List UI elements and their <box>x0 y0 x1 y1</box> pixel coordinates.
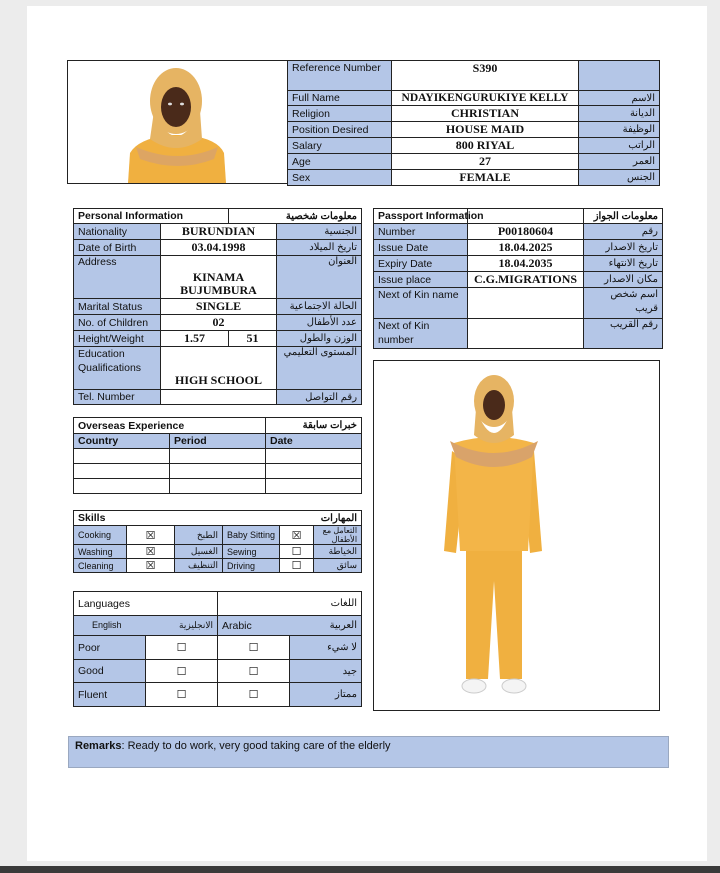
address-line-2: BUJUMBURA <box>180 283 257 297</box>
remarks-label: Remarks <box>75 740 122 752</box>
language-arabic-header <box>218 616 362 636</box>
height-value: 1.57 <box>161 331 229 347</box>
children-label: No. of Children <box>74 315 161 331</box>
full-body-photo <box>374 361 659 710</box>
personal-info-title: Personal Information <box>74 209 229 224</box>
dob-label: Date of Birth <box>74 240 161 256</box>
expiry-date-value: 18.04.2035 <box>468 256 584 272</box>
sex-label: Sex <box>288 170 392 186</box>
english-poor-checkbox[interactable]: ☐ <box>146 636 218 660</box>
languages-title: Languages <box>74 592 218 616</box>
issue-place-value: C.G.MIGRATIONS <box>468 272 584 288</box>
kin-name-value <box>468 288 584 319</box>
skills-title-arabic: المهارات <box>223 511 362 526</box>
kin-number-value <box>468 319 584 349</box>
portrait-photo <box>68 61 287 183</box>
passport-info-table <box>373 208 663 349</box>
english-good-checkbox[interactable]: ☐ <box>146 660 218 683</box>
passport-number-arabic: رقم <box>584 224 663 240</box>
taskbar-strip <box>0 866 720 873</box>
personal-info-table <box>73 208 362 405</box>
header-info-table <box>287 60 660 186</box>
kin-number-label: Next of Kin number <box>374 319 468 349</box>
dob-arabic: تاريخ الميلاد <box>277 240 362 256</box>
language-level-poor: Poor <box>74 636 146 660</box>
skills-title: Skills <box>74 511 223 526</box>
passport-number-value: P00180604 <box>468 224 584 240</box>
arabic-good-checkbox[interactable]: ☐ <box>218 660 290 683</box>
skill-washing-checkbox[interactable]: ☒ <box>127 545 175 559</box>
expiry-date-arabic: تاريخ الانتهاء <box>584 256 663 272</box>
nationality-label: Nationality <box>74 224 161 240</box>
portrait-photo-frame <box>67 60 288 184</box>
height-weight-label: Height/Weight <box>74 331 161 347</box>
nationality-arabic: الجنسية <box>277 224 362 240</box>
full-name-arabic: الاسم <box>579 91 660 106</box>
weight-value: 51 <box>229 331 277 347</box>
language-level-good: Good <box>74 660 146 683</box>
skill-driving-label: Driving <box>223 559 280 573</box>
overseas-col-date: Date <box>266 434 362 449</box>
nationality-value: BURUNDIAN <box>161 224 277 240</box>
overseas-row <box>74 479 362 494</box>
position-desired-value: HOUSE MAID <box>392 122 579 138</box>
address-label: Address <box>74 256 161 299</box>
age-arabic: العمر <box>579 154 660 170</box>
full-body-photo-frame <box>373 360 660 711</box>
language-english-label: English <box>92 620 122 630</box>
height-weight-arabic: الوزن والطول <box>277 331 362 347</box>
salary-label: Salary <box>288 138 392 154</box>
skill-baby-sitting-label: Baby Sitting <box>223 526 280 545</box>
issue-date-label: Issue Date <box>374 240 468 256</box>
education-value: HIGH SCHOOL <box>161 347 277 390</box>
english-fluent-checkbox[interactable]: ☐ <box>146 683 218 707</box>
skill-driving-checkbox[interactable]: ☐ <box>280 559 314 573</box>
issue-date-value: 18.04.2025 <box>468 240 584 256</box>
salary-value: 800 RIYAL <box>392 138 579 154</box>
reference-number-value: S390 <box>392 61 579 91</box>
position-desired-label: Position Desired <box>288 122 392 138</box>
skill-baby-sitting-checkbox[interactable]: ☒ <box>280 526 314 545</box>
overseas-title: Overseas Experience <box>74 418 266 434</box>
children-arabic: عدد الأطفال <box>277 315 362 331</box>
personal-info-title-arabic: معلومات شخصية <box>229 209 362 224</box>
education-arabic: المستوى التعليمي <box>277 347 362 390</box>
children-value: 02 <box>161 315 277 331</box>
language-arabic-label: Arabic <box>222 619 252 632</box>
address-value <box>161 256 277 299</box>
skill-washing-arabic: الغسيل <box>175 545 223 559</box>
remarks-text: : Ready to do work, very good taking care of the elderly <box>121 740 391 752</box>
tel-value <box>161 390 277 405</box>
address-arabic: العنوان <box>277 256 362 299</box>
skill-sewing-arabic: الخياطة <box>314 545 362 559</box>
kin-number-arabic: رقم القريب <box>584 319 663 349</box>
passport-title-spacer <box>468 209 584 224</box>
language-level-poor-arabic: لا شيء <box>290 636 362 660</box>
skill-cleaning-arabic: التنظيف <box>175 559 223 573</box>
kin-name-label: Next of Kin name <box>374 288 468 319</box>
tel-label: Tel. Number <box>74 390 161 405</box>
languages-table <box>73 591 362 707</box>
position-desired-arabic: الوظيفة <box>579 122 660 138</box>
language-level-good-arabic: جيد <box>290 660 362 683</box>
issue-date-arabic: تاريخ الاصدار <box>584 240 663 256</box>
expiry-date-label: Expiry Date <box>374 256 468 272</box>
language-english-header <box>74 616 218 636</box>
skill-baby-sitting-arabic: التعامل مع الأطفال <box>314 526 362 545</box>
sex-arabic: الجنس <box>579 170 660 186</box>
skill-driving-arabic: سائق <box>314 559 362 573</box>
overseas-row <box>74 464 362 479</box>
skills-table <box>73 510 362 573</box>
skill-washing-label: Washing <box>74 545 127 559</box>
salary-arabic: الراتب <box>579 138 660 154</box>
language-level-fluent: Fluent <box>74 683 146 707</box>
religion-value: CHRISTIAN <box>392 106 579 122</box>
age-value: 27 <box>392 154 579 170</box>
language-level-fluent-arabic: ممتاز <box>290 683 362 707</box>
overseas-row <box>74 449 362 464</box>
passport-number-label: Number <box>374 224 468 240</box>
kin-name-arabic: اسم شخص قريب <box>584 288 663 319</box>
skill-cleaning-checkbox[interactable]: ☒ <box>127 559 175 573</box>
skill-sewing-label: Sewing <box>223 545 280 559</box>
language-english-arabic: الانجليزية <box>179 620 213 630</box>
skill-sewing-checkbox[interactable]: ☐ <box>280 545 314 559</box>
religion-label: Religion <box>288 106 392 122</box>
education-label: Education Qualifications <box>74 347 161 390</box>
age-label: Age <box>288 154 392 170</box>
arabic-poor-checkbox[interactable]: ☐ <box>218 636 290 660</box>
skill-cooking-arabic: الطبخ <box>175 526 223 545</box>
marital-status-value: SINGLE <box>161 299 277 315</box>
skill-cooking-label: Cooking <box>74 526 127 545</box>
overseas-col-country: Country <box>74 434 170 449</box>
religion-arabic: الديانة <box>579 106 660 122</box>
overseas-col-period: Period <box>170 434 266 449</box>
reference-arabic-cell <box>579 61 660 91</box>
remarks-box <box>68 736 669 768</box>
skill-cooking-checkbox[interactable]: ☒ <box>127 526 175 545</box>
full-name-value: NDAYIKENGURUKIYE KELLY <box>392 91 579 106</box>
passport-info-title: Passport Information <box>374 209 468 224</box>
overseas-title-arabic: خبرات سابقة <box>266 418 362 434</box>
language-arabic-arabic: العربية <box>329 619 358 631</box>
reference-number-label: Reference Number <box>288 61 392 91</box>
sex-value: FEMALE <box>392 170 579 186</box>
passport-info-title-arabic: معلومات الجواز <box>584 209 663 224</box>
marital-status-label: Marital Status <box>74 299 161 315</box>
tel-arabic: رقم التواصل <box>277 390 362 405</box>
languages-title-arabic: اللغات <box>218 592 362 616</box>
overseas-experience-table <box>73 417 362 494</box>
issue-place-label: Issue place <box>374 272 468 288</box>
issue-place-arabic: مكان الاصدار <box>584 272 663 288</box>
marital-status-arabic: الحالة الاجتماعية <box>277 299 362 315</box>
arabic-fluent-checkbox[interactable]: ☐ <box>218 683 290 707</box>
address-line-1: KINAMA <box>192 270 245 284</box>
dob-value: 03.04.1998 <box>161 240 277 256</box>
full-name-label: Full Name <box>288 91 392 106</box>
skill-cleaning-label: Cleaning <box>74 559 127 573</box>
